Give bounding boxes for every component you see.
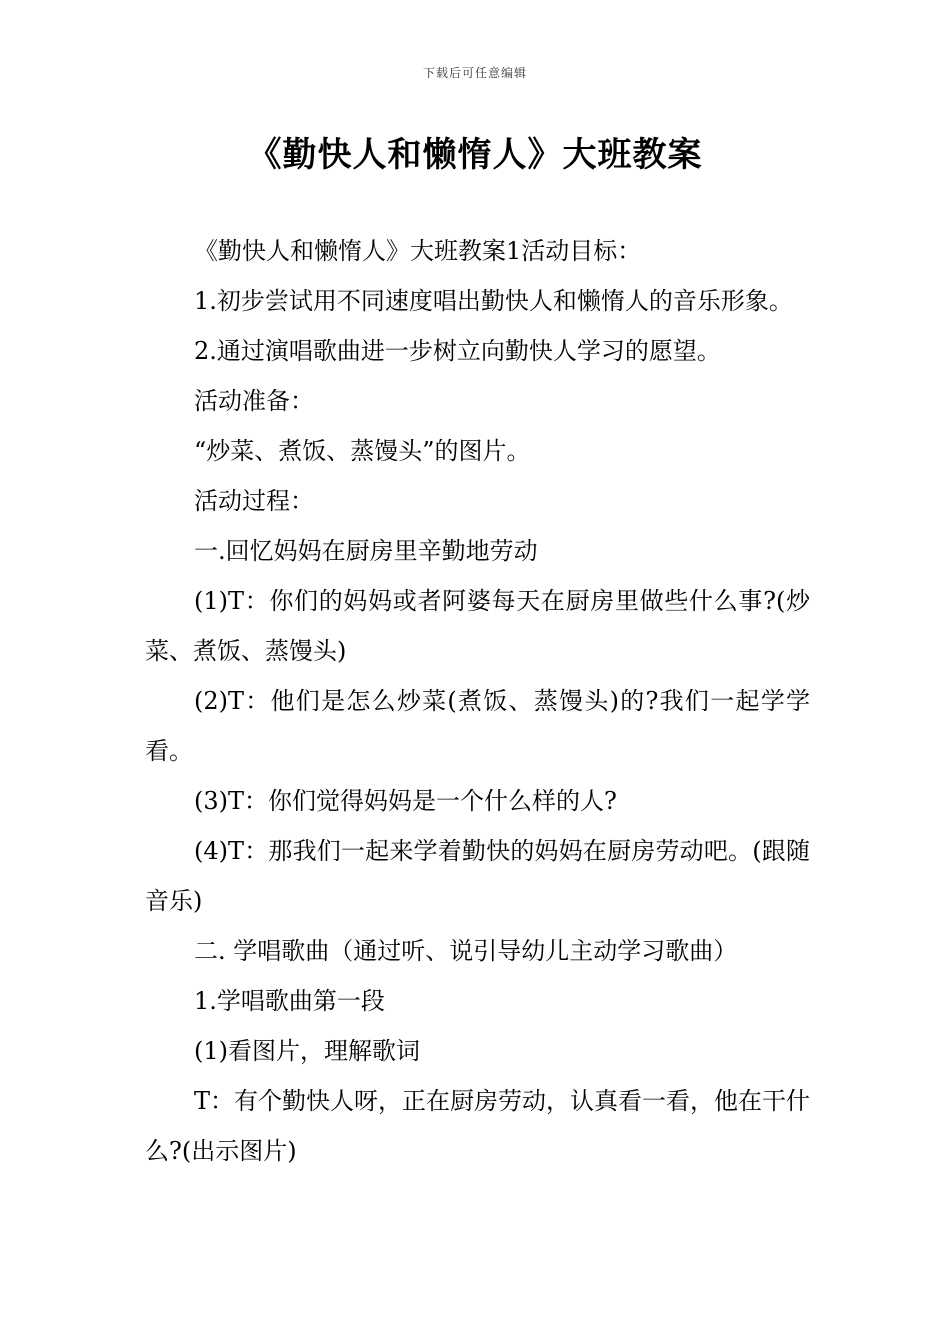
paragraph-process-heading: 活动过程： [194,487,314,515]
paragraph-goal-2: 2.通过演唱歌曲进一步树立向勤快人学习的愿望。 [194,337,721,365]
paragraph-step-4: (4)T：那我们一起来学着勤快的妈妈在厨房劳动吧。(跟随音乐) [145,837,810,915]
paragraph-activity-goals: 《勤快人和懒惰人》大班教案1活动目标： [194,237,642,265]
header-note: 下载后可任意编辑 [422,66,527,80]
document-body [145,226,810,1176]
paragraph-preparation: “炒菜、煮饭、蒸馒头”的图片。 [194,437,531,465]
paragraph-step-1: (1)T：你们的妈妈或者阿婆每天在厨房里做些什么事?(炒菜、煮饭、蒸馒头) [145,587,810,665]
paragraph-substep-1: (1)看图片，理解歌词 [194,1037,420,1065]
paragraph-subsection-1: 1.学唱歌曲第一段 [194,987,385,1015]
paragraph-teacher-prompt: T：有个勤快人呀，正在厨房劳动，认真看一看，他在干什么?(出示图片) [145,1087,811,1165]
paragraph-step-3: (3)T：你们觉得妈妈是一个什么样的人? [194,787,617,815]
paragraph-section-2: 二. 学唱歌曲（通过听、说引导幼儿主动学习歌曲） [194,937,738,965]
paragraph-goal-1: 1.初步尝试用不同速度唱出勤快人和懒惰人的音乐形象。 [194,287,793,315]
paragraph-preparation-heading: 活动准备： [194,387,314,415]
paragraph-step-2: (2)T：他们是怎么炒菜(煮饭、蒸馒头)的?我们一起学学看。 [145,687,810,765]
paragraph-section-1: 一.回忆妈妈在厨房里辛勤地劳动 [194,537,538,565]
document-title: 《勤快人和懒惰人》大班教案 [247,135,703,175]
